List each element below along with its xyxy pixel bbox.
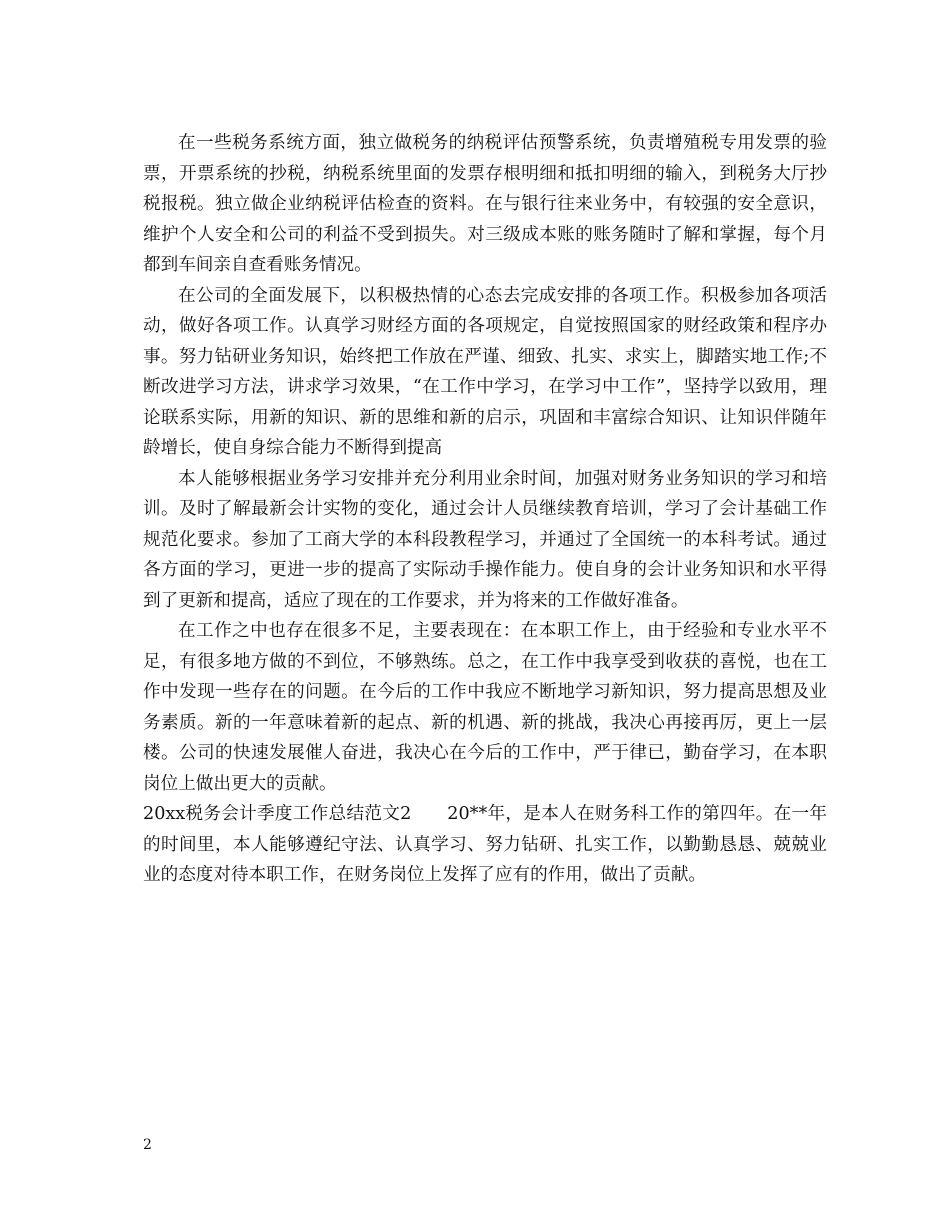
paragraph-study-training: 本人能够根据业务学习安排并充分利用业余时间，加强对财务业务知识的学习和培训。及时了解最新会计实物的变化，通过会计人员继续教育培训，学习了会计基础工作规范化要求。参加了工商大学的本科段教程学习，并通过了全国统一的本科考试。通过各方面的学习，更进一步的提高了实际动手操作能力。使自身的会计业务知识和水平得到了更新和提高，适应了现在的工作要求，并为将来的工作做好准备。 [143,468,827,611]
paragraph-company-development: 在公司的全面发展下，以积极热情的心态去完成安排的各项工作。积极参加各项活动，做好各项工作。认真学习财经方面的各项规定，自觉按照国家的财经政策和程序办事。努力钻研业务知识，始终把工作放在严谨、细致、扎实、求实上，脚踏实地工作;不断改进学习方法，讲求学习效果，“在工作中学习，在学习中工作”，坚持学以致用，理论联系实际，用新的知识、新的思维和新的启示，巩固和丰富综合知识、让知识伴随年龄增长，使自身综合能力不断得到提高 [143,285,827,458]
section-title: 20xx税务会计季度工作总结范文2 [143,804,412,824]
page-number: 2 [143,1137,152,1153]
section-body: 20**年，是本人在财务科工作的第四年。在一年的时间里，本人能够遵纪守法、认真学习、努力钻研、扎实工作，以勤勤恳恳、兢兢业业的态度对待本职工作，在财务岗位上发挥了应有的作用，做出了贡献。 [143,804,827,885]
paragraph-shortcomings: 在工作之中也存在很多不足，主要表现在：在本职工作上，由于经验和专业水平不足，有很多地方做的不到位，不够熟练。总之，在工作中我享受到收获的喜悦，也在工作中发现一些存在的问题。在今后的工作中我应不断地学习新知识，努力提高思想及业务素质。新的一年意味着新的起点、新的机遇、新的挑战，我决心再接再厉，更上一层楼。公司的快速发展催人奋进，我决心在今后的工作中，严于律已，勤奋学习，在本职岗位上做出更大的贡献。 [143,621,827,794]
paragraph-tax-systems: 在一些税务系统方面，独立做税务的纳税评估预警系统，负责增殖税专用发票的验票，开票系统的抄税，纳税系统里面的发票存根明细和抵扣明细的输入，到税务大厅抄税报税。独立做企业纳税评估检查的资料。在与银行往来业务中，有较强的安全意识，维护个人安全和公司的利益不受到损失。对三级成本账的账务随时了解和掌握，每个月都到车间亲自查看账务情况。 [143,133,827,275]
document-body [143,128,827,891]
section-paragraph [143,799,827,891]
